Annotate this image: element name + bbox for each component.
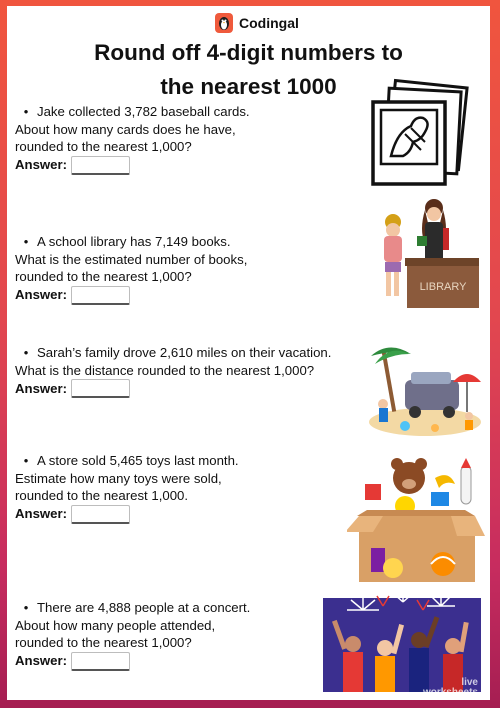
concert-crowd-icon: [323, 580, 481, 692]
question-4: [15, 452, 375, 524]
answer-input[interactable]: [71, 652, 130, 671]
title-line-1: Round off 4-digit numbers to: [94, 40, 403, 65]
answer-input[interactable]: [71, 156, 130, 175]
answer-label: Answer:: [15, 506, 68, 522]
bullet-icon: •: [23, 453, 29, 468]
question-text: Jake collected 3,782 baseball cards.: [37, 104, 250, 119]
question-text: A school library has 7,149 books.: [37, 234, 231, 249]
bullet-icon: •: [23, 234, 29, 249]
question-text: Sarah’s family drove 2,610 miles on their vacation.: [37, 345, 332, 360]
brand-header: [215, 12, 299, 34]
library-desk-icon: [369, 196, 479, 312]
photo-cards-icon: [367, 78, 471, 190]
question-text: A store sold 5,465 toys last month.: [37, 453, 239, 468]
penguin-logo-icon: [215, 13, 233, 33]
question-text: What is the distance rounded to the nearest 1,000?: [15, 362, 315, 378]
bullet-icon: •: [23, 600, 29, 615]
question-text: About how many people attended,: [15, 617, 216, 633]
question-text: rounded to the nearest 1,000.: [15, 488, 189, 503]
answer-label: Answer:: [15, 157, 68, 173]
answer-label: Answer:: [15, 287, 68, 303]
question-text: rounded to the nearest 1,000?: [15, 635, 192, 650]
question-text: About how many cards does he have,: [15, 121, 236, 137]
library-desk-label: LIBRARY: [419, 281, 467, 293]
watermark: live worksheets: [422, 677, 478, 698]
question-1: [15, 103, 375, 175]
answer-input[interactable]: [71, 286, 130, 305]
question-text: Estimate how many toys were sold,: [15, 470, 222, 486]
vacation-beach-icon: [365, 342, 483, 438]
answer-input[interactable]: [71, 505, 130, 524]
worksheet-page: [7, 6, 490, 700]
question-5: [15, 599, 375, 671]
toy-box-icon: [347, 456, 485, 586]
brand-name: Codingal: [239, 15, 299, 31]
question-text: There are 4,888 people at a concert.: [37, 600, 251, 615]
question-text: rounded to the nearest 1,000?: [15, 139, 192, 154]
question-text: What is the estimated number of books,: [15, 251, 248, 267]
title-line-2: the nearest 1000: [160, 74, 337, 99]
answer-input[interactable]: [71, 379, 130, 398]
answer-label: Answer:: [15, 380, 68, 396]
question-3: [15, 344, 375, 398]
bullet-icon: •: [23, 104, 29, 119]
bullet-icon: •: [23, 345, 29, 360]
answer-label: Answer:: [15, 653, 68, 669]
question-2: [15, 233, 375, 305]
question-text: rounded to the nearest 1,000?: [15, 269, 192, 284]
